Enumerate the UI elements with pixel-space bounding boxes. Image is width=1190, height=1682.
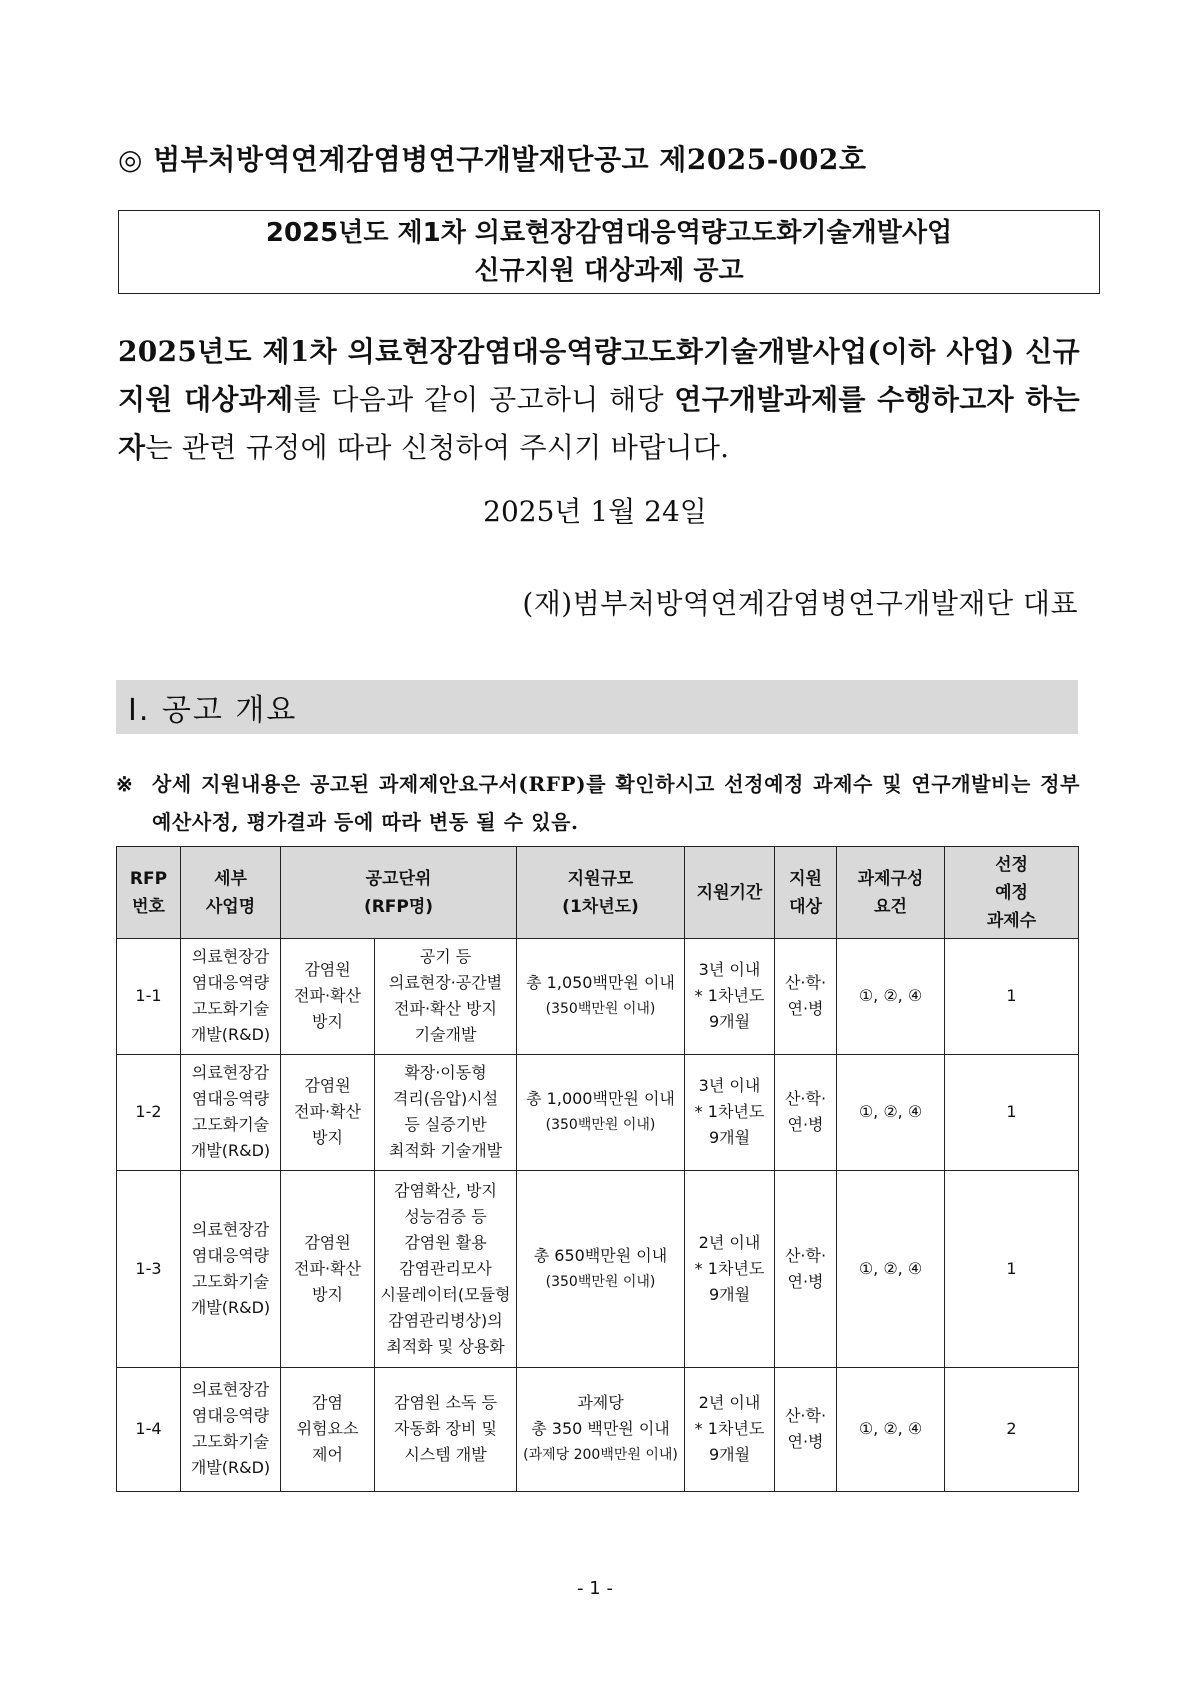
cell-target: 산·학· 연·병 [775, 1054, 837, 1170]
header-requirements: 과제구성 요건 [837, 847, 945, 939]
organization-signature: (재)범부처방역연계감염병연구개발재단 대표 [522, 587, 1078, 620]
cell-rfp-no: 1-1 [117, 939, 181, 1055]
cell-period: 3년 이내 * 1차년도 9개월 [685, 939, 775, 1055]
cell-requirements: ①, ②, ④ [837, 1170, 945, 1367]
cell-target: 산·학· 연·병 [775, 1170, 837, 1367]
header-period: 지원기간 [685, 847, 775, 939]
cell-scale: 총 650백만원 이내 (350백만원 이내) [517, 1170, 685, 1367]
cell-rfp-name: 감염확산, 방지 성능검증 등 감염원 활용 감염관리모사 시뮬레이터(모듈형 감염관리병상)의 최적화 및 상용화 [375, 1170, 517, 1367]
cell-period: 2년 이내 * 1차년도 9개월 [685, 1367, 775, 1491]
cell-rfp-no: 1-2 [117, 1054, 181, 1170]
cell-program: 의료현장감 염대응역량 고도화기술 개발(R&D) [181, 1170, 281, 1367]
header-scale: 지원규모 (1차년도) [517, 847, 685, 939]
cell-category: 감염원 전파·확산 방지 [281, 1170, 375, 1367]
title-box [118, 210, 1100, 294]
notice-number: ◎ 범부처방역연계감염병연구개발재단공고 제2025-002호 [118, 143, 867, 176]
cell-count: 1 [945, 1170, 1079, 1367]
title-line-1: 2025년도 제1차 의료현장감염대응역량고도화기술개발사업 [265, 218, 953, 248]
page-number: - 1 - [577, 1578, 613, 1599]
table-header-row [117, 847, 1079, 939]
cell-program: 의료현장감 염대응역량 고도화기술 개발(R&D) [181, 939, 281, 1055]
table-row [117, 1054, 1079, 1170]
cell-program: 의료현장감 염대응역량 고도화기술 개발(R&D) [181, 1054, 281, 1170]
intro-paragraph [118, 328, 1080, 472]
cell-requirements: ①, ②, ④ [837, 1367, 945, 1491]
cell-category: 감염원 전파·확산 방지 [281, 1054, 375, 1170]
title-line-2: 신규지원 대상과제 공고 [474, 256, 744, 286]
note-text: 상세 지원내용은 공고된 과제제안요구서(RFP)를 확인하시고 선정예정 과제수 및 연구개발비는 정부예산사정, 평가결과 등에 따라 변동 될 수 있음. [152, 772, 1080, 834]
header-unit: 공고단위 (RFP명) [281, 847, 517, 939]
cell-program: 의료현장감 염대응역량 고도화기술 개발(R&D) [181, 1367, 281, 1491]
section-heading: Ⅰ. 공고 개요 [116, 680, 1078, 734]
rfp-table [116, 846, 1079, 1492]
cell-count: 1 [945, 1054, 1079, 1170]
cell-rfp-no: 1-4 [117, 1367, 181, 1491]
cell-rfp-name: 공기 등 의료현장·공간별 전파·확산 방지 기술개발 [375, 939, 517, 1055]
intro-bold-1: 2025년도 제1차 의료현장감염대응역량고도화기술개발사업(이하 사업) 신규지원 대상과제 [118, 335, 1080, 416]
cell-rfp-no: 1-3 [117, 1170, 181, 1367]
table-row [117, 1367, 1079, 1491]
note-mark: ※ [116, 772, 133, 796]
cell-scale: 총 1,050백만원 이내 (350백만원 이내) [517, 939, 685, 1055]
cell-rfp-name: 확장·이동형 격리(음압)시설 등 실증기반 최적화 기술개발 [375, 1054, 517, 1170]
cell-rfp-name: 감염원 소독 등 자동화 장비 및 시스템 개발 [375, 1367, 517, 1491]
cell-requirements: ①, ②, ④ [837, 939, 945, 1055]
cell-target: 산·학· 연·병 [775, 1367, 837, 1491]
cell-period: 3년 이내 * 1차년도 9개월 [685, 1054, 775, 1170]
header-rfp-no: RFP 번호 [117, 847, 181, 939]
header-program: 세부 사업명 [181, 847, 281, 939]
header-count: 선정 예정 과제수 [945, 847, 1079, 939]
cell-period: 2년 이내 * 1차년도 9개월 [685, 1170, 775, 1367]
cell-scale: 과제당 총 350 백만원 이내 (과제당 200백만원 이내) [517, 1367, 685, 1491]
cell-category: 감염원 전파·확산 방지 [281, 939, 375, 1055]
cell-category: 감염 위험요소 제어 [281, 1367, 375, 1491]
announcement-date: 2025년 1월 24일 [483, 495, 707, 528]
intro-text-2: 는 관련 규정에 따라 신청하여 주시기 바랍니다. [145, 431, 730, 464]
cell-scale: 총 1,000백만원 이내 (350백만원 이내) [517, 1054, 685, 1170]
intro-bold-2: 연구개발과제를 수행하고자 하는 자 [118, 383, 1080, 464]
cell-target: 산·학· 연·병 [775, 939, 837, 1055]
table-row [117, 939, 1079, 1055]
note [116, 765, 1080, 841]
cell-requirements: ①, ②, ④ [837, 1054, 945, 1170]
header-target: 지원 대상 [775, 847, 837, 939]
intro-text-1: 를 다음과 같이 공고하니 해당 [293, 383, 675, 416]
cell-count: 1 [945, 939, 1079, 1055]
table-row [117, 1170, 1079, 1367]
cell-count: 2 [945, 1367, 1079, 1491]
